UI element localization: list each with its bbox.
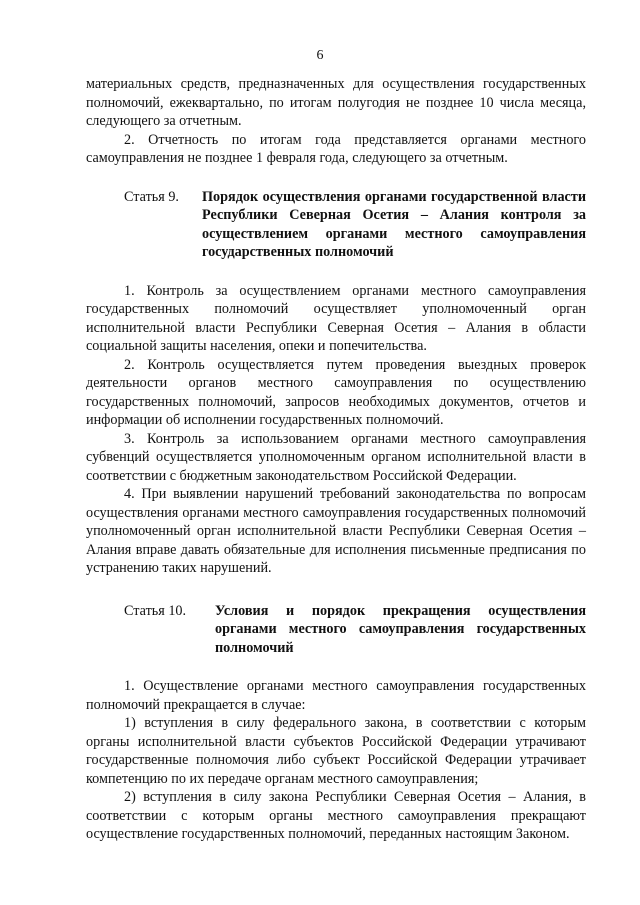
- article-9-paragraph-1: 1. Контроль за осуществлением органами местного самоуправления государственных полномочий осуществляет уполномоченный орган исполнительной власти Республики Северная Осетия – Алания в области социальной защиты населения, опеки и попечительства.: [86, 282, 586, 354]
- document-body: [86, 75, 586, 844]
- article-9-paragraph-2: 2. Контроль осуществляется путем проведения выездных проверок деятельности органов местного самоуправления по осуществлению государственных полномочий, запросов необходимых документов, отчетов и информации об исполнении государственных полномочий.: [86, 356, 586, 428]
- article-10-label: Статья 10.: [124, 602, 187, 619]
- article-10-paragraph-1: 1. Осуществление органами местного самоуправления государственных полномочий прекращается в случае:: [86, 678, 586, 713]
- article-9-label: Статья 9.: [124, 188, 179, 205]
- paragraph-reporting-annual: 2. Отчетность по итогам года представляется органами местного самоуправления не позднее 1 февраля года, следующего за отчетным.: [86, 131, 586, 166]
- paragraph-intro-continuation: материальных средств, предназначенных для осуществления государственных полномочий, ежеквартально, по итогам полугодия не позднее 10 числа месяца, следующего за отчетным.: [86, 76, 586, 129]
- article-9-title: Порядок осуществления органами государственной власти Республики Северная Осетия – Алания контроля за осуществлением органами местного самоуправления государственных полномочий: [202, 188, 586, 260]
- article-9-paragraph-3: 3. Контроль за использованием органами местного самоуправления субвенций осуществляется уполномоченным органом исполнительной власти в соответствии с бюджетным законодательством Российской Федерации.: [86, 430, 586, 484]
- article-9-heading: [86, 188, 586, 262]
- article-10-item-2: 2) вступления в силу закона Республики Северная Осетия – Алания, в соответствии с которым органы местного самоуправления прекращают осуществление государственных полномочий, переданных настоящим Законом.: [86, 789, 586, 842]
- page-number: 6: [316, 48, 324, 63]
- article-10-heading: [86, 602, 586, 658]
- article-10-title: Условия и порядок прекращения осуществления органами местного самоуправления государственных полномочий: [215, 602, 586, 656]
- article-10-item-1: 1) вступления в силу федерального закона, в соответствии с которым органы исполнительной власти субъектов Российской Федерации утрачивают государственные полномочия либо субъект Российской Федерации утрачивает компетенцию по их передаче органам местного самоуправления;: [86, 715, 586, 787]
- article-9-paragraph-4: 4. При выявлении нарушений требований законодательства по вопросам осуществления органами местного самоуправления государственных полномочий уполномоченный орган исполнительной власти Республики Северная Осетия – Алания вправе давать обязательные для исполнения письменные предписания по устранению таких нарушений.: [86, 486, 586, 576]
